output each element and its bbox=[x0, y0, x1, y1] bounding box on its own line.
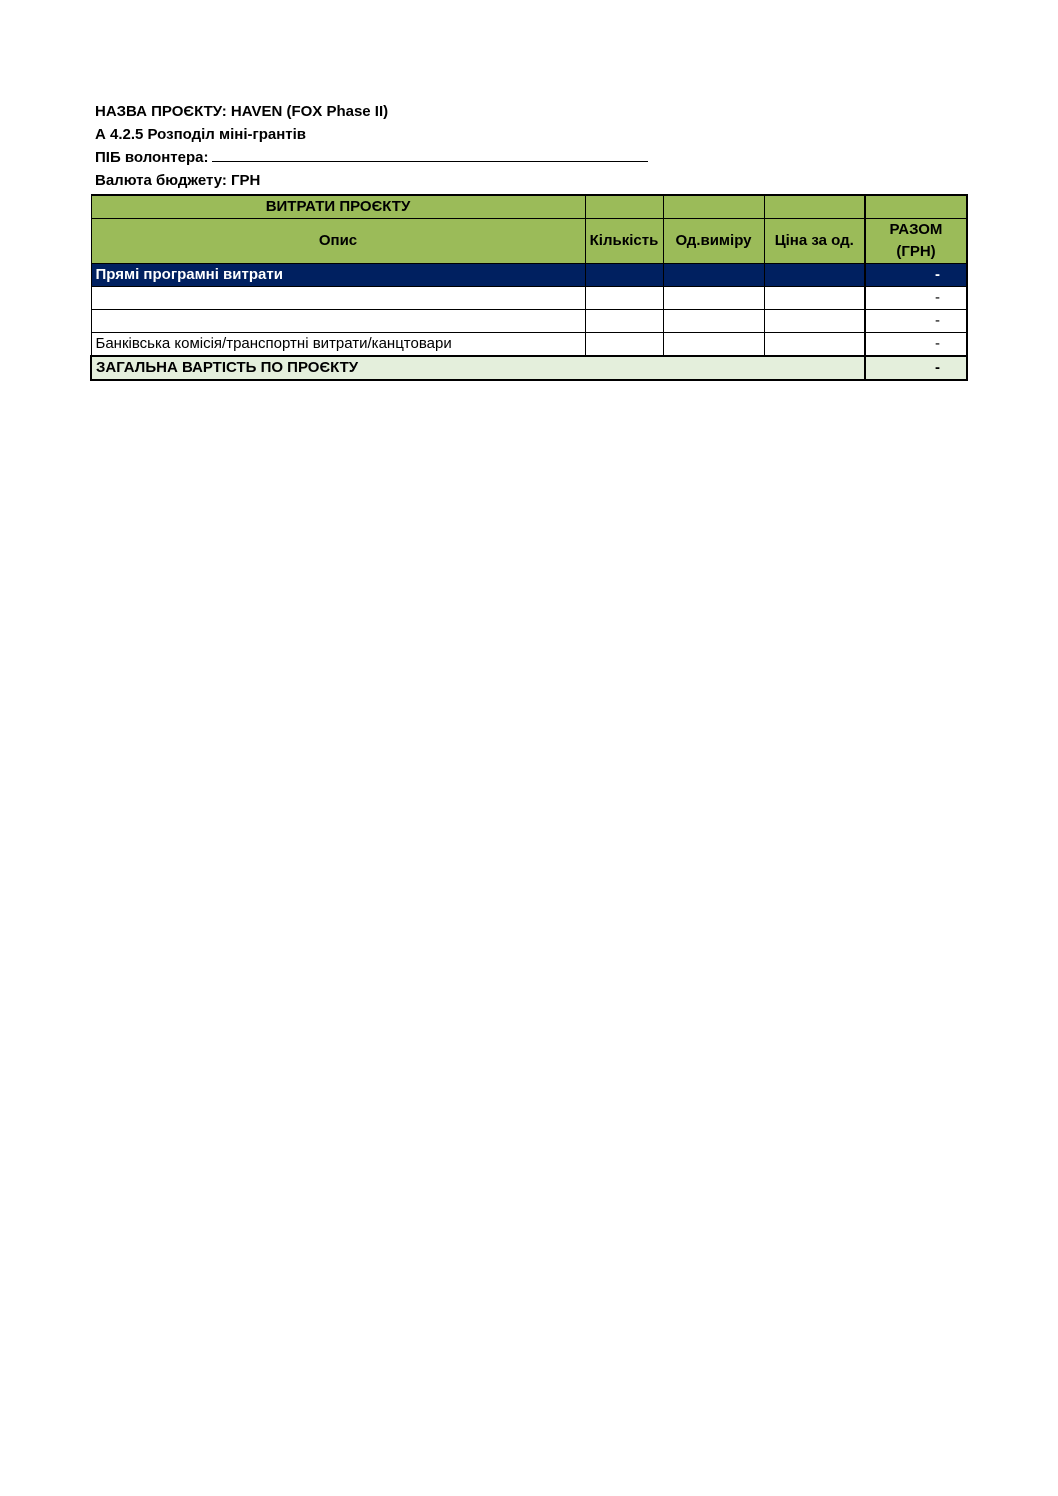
row-unit[interactable] bbox=[663, 333, 764, 357]
group-quantity-cell bbox=[585, 264, 663, 287]
row-quantity[interactable] bbox=[585, 287, 663, 310]
row-unit-price[interactable] bbox=[764, 287, 865, 310]
grand-total-value: - bbox=[865, 356, 967, 380]
column-header-row bbox=[91, 219, 967, 264]
section-title-row bbox=[91, 195, 967, 219]
section-title: ВИТРАТИ ПРОЄКТУ bbox=[91, 195, 585, 219]
document-header bbox=[95, 100, 648, 192]
section-title-cell bbox=[764, 195, 865, 219]
section-title-cell bbox=[585, 195, 663, 219]
row-total: - bbox=[865, 333, 967, 357]
budget-table bbox=[90, 194, 968, 381]
volunteer-line bbox=[95, 146, 648, 169]
table-row bbox=[91, 333, 967, 357]
row-total: - bbox=[865, 287, 967, 310]
row-unit-price[interactable] bbox=[764, 310, 865, 333]
row-description[interactable] bbox=[91, 287, 585, 310]
volunteer-label: ПІБ волонтера: bbox=[95, 149, 209, 166]
row-description[interactable] bbox=[91, 310, 585, 333]
row-unit[interactable] bbox=[663, 287, 764, 310]
grand-total-row bbox=[91, 356, 967, 380]
grand-total-label: ЗАГАЛЬНА ВАРТІСТЬ ПО ПРОЄКТУ bbox=[91, 356, 865, 380]
section-title-cell bbox=[865, 195, 967, 219]
row-total: - bbox=[865, 310, 967, 333]
activity-title: А 4.2.5 Розподіл міні-грантів bbox=[95, 126, 307, 143]
budget-currency: Валюта бюджету: ГРН bbox=[95, 172, 261, 189]
group-unit-cell bbox=[663, 264, 764, 287]
column-header-quantity: Кількість bbox=[585, 219, 663, 264]
row-description[interactable]: Банківська комісія/транспортні витрати/канцтовари bbox=[91, 333, 585, 357]
column-header-description: Опис bbox=[91, 219, 585, 264]
project-name: НАЗВА ПРОЄКТУ: HAVEN (FOX Phase II) bbox=[95, 103, 389, 120]
column-header-total: РАЗОМ (ГРН) bbox=[865, 219, 967, 264]
table-row bbox=[91, 310, 967, 333]
volunteer-name-blank[interactable] bbox=[212, 147, 648, 162]
section-title-cell bbox=[663, 195, 764, 219]
group-row-direct-costs bbox=[91, 264, 967, 287]
column-header-unit-price: Ціна за од. bbox=[764, 219, 865, 264]
row-quantity[interactable] bbox=[585, 310, 663, 333]
group-label: Прямі програмні витрати bbox=[91, 264, 585, 287]
group-total: - bbox=[865, 264, 967, 287]
table-row bbox=[91, 287, 967, 310]
row-unit[interactable] bbox=[663, 310, 764, 333]
group-price-cell bbox=[764, 264, 865, 287]
row-unit-price[interactable] bbox=[764, 333, 865, 357]
column-header-unit: Од.виміру bbox=[663, 219, 764, 264]
row-quantity[interactable] bbox=[585, 333, 663, 357]
